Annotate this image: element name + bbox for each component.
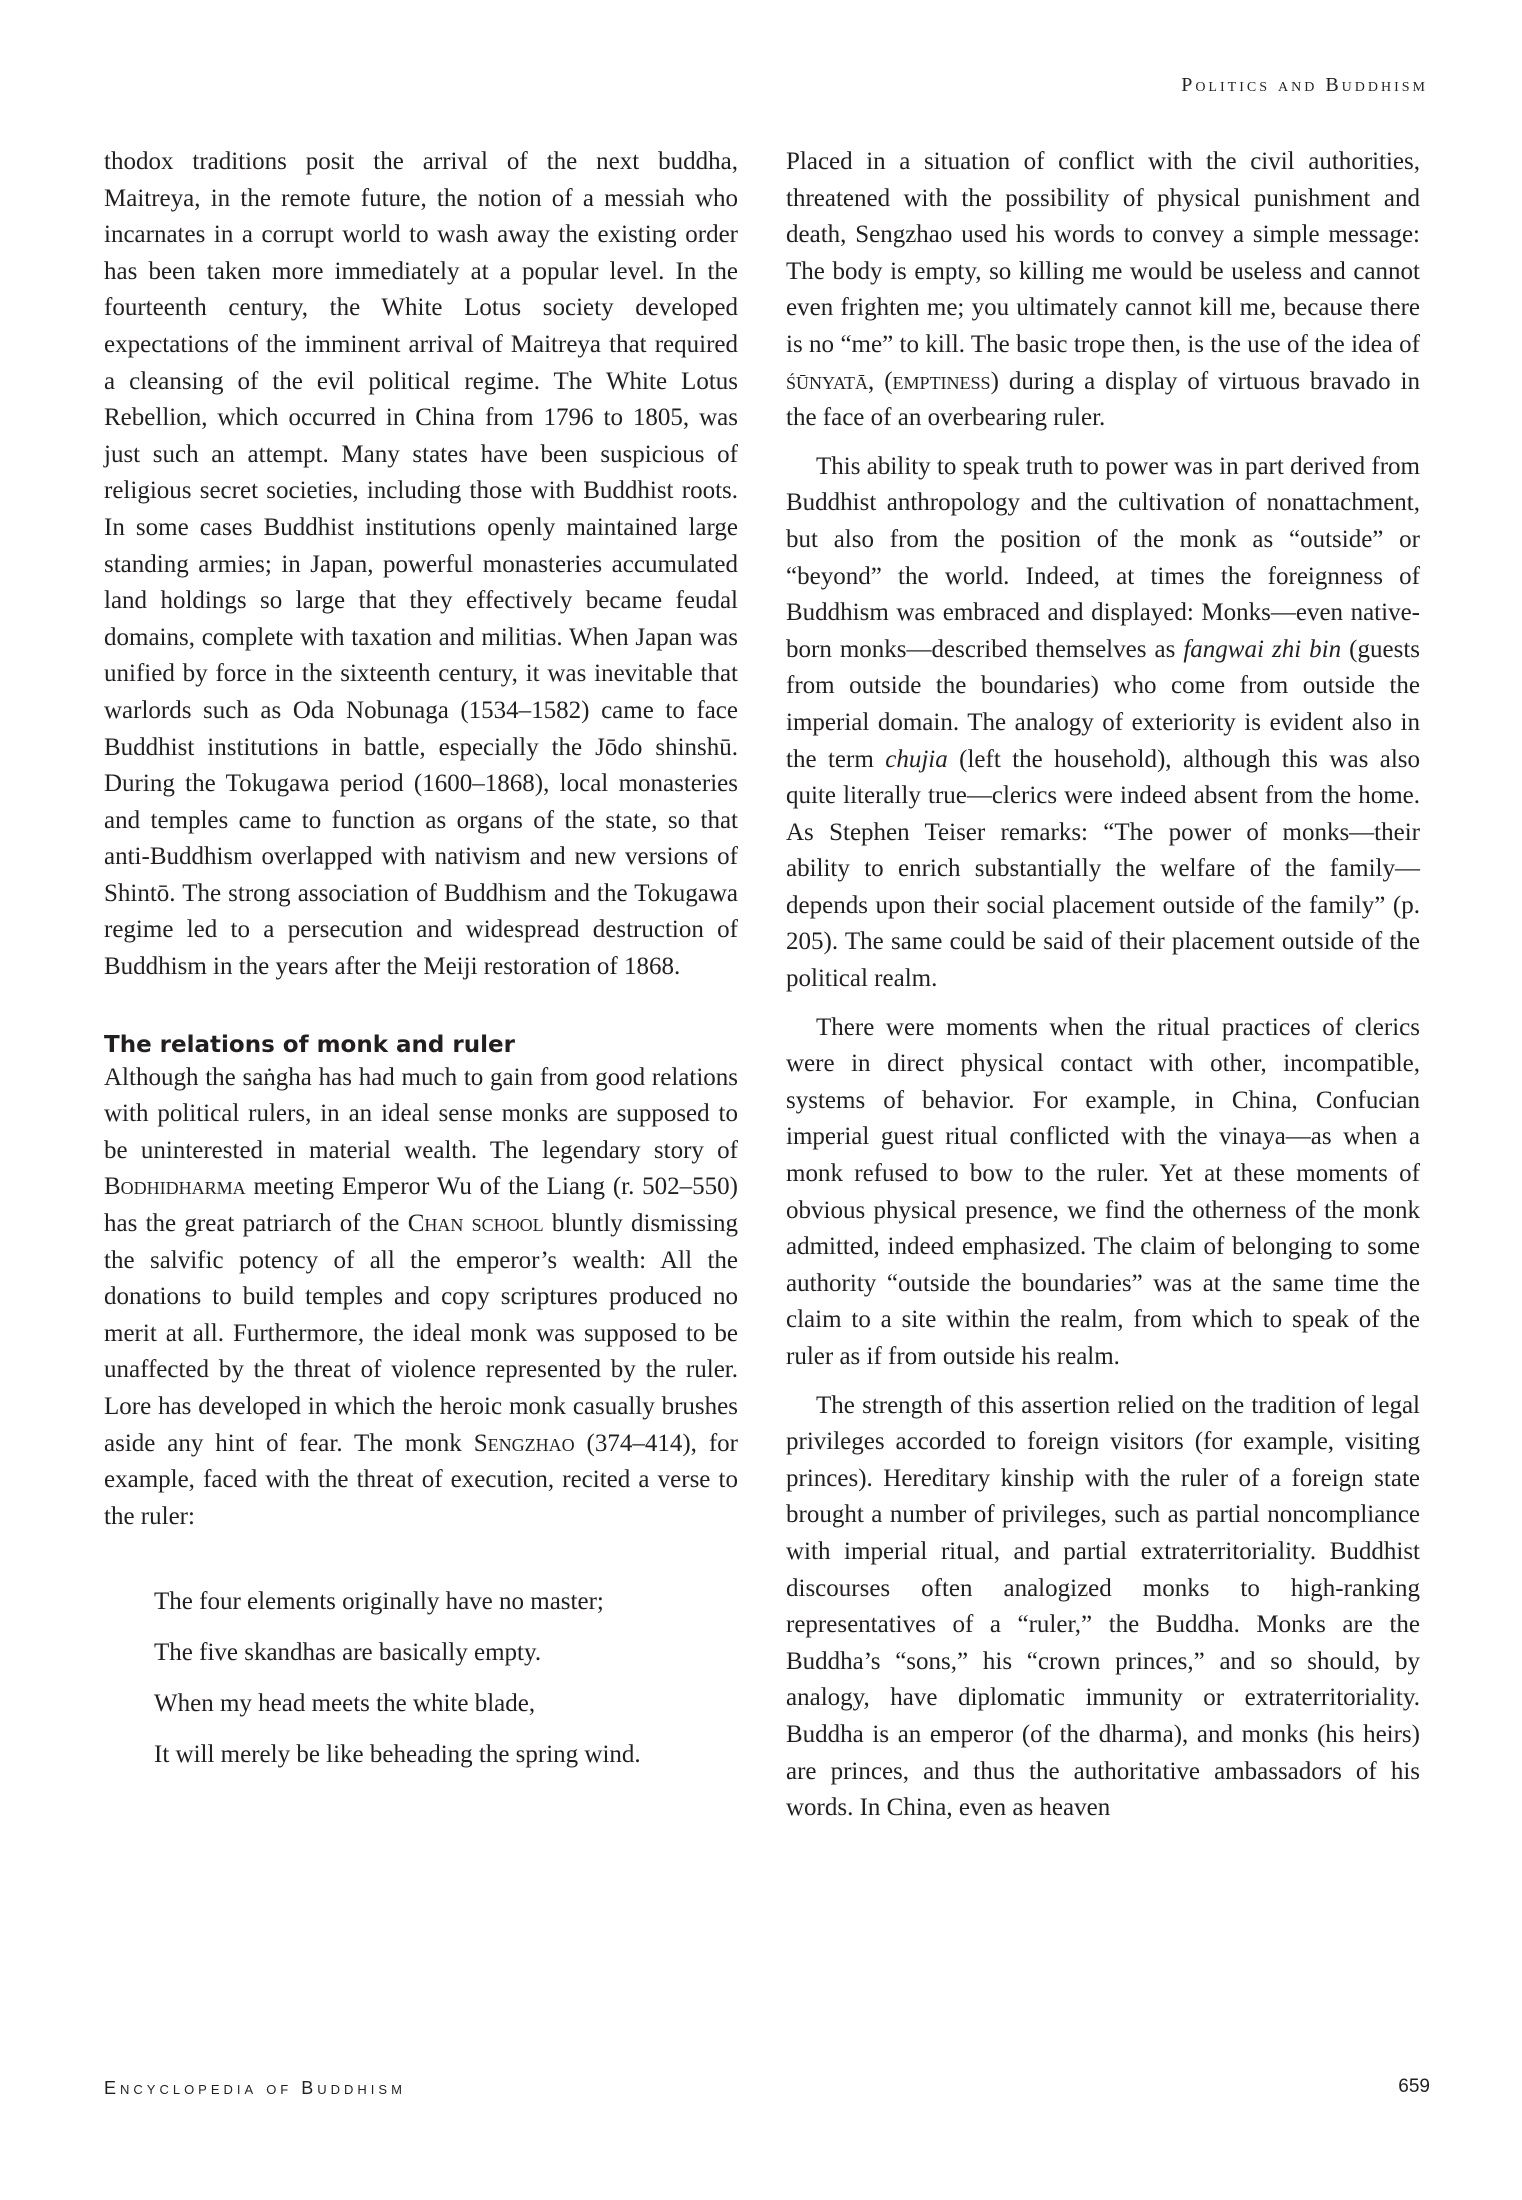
cross-reference-bodhidharma[interactable]: Bodhidharma bbox=[104, 1173, 246, 1201]
verse-block bbox=[104, 1585, 738, 1772]
footer-book-title: Encyclopedia of Buddhism bbox=[104, 2078, 406, 2098]
paragraph-truth-to-power: This ability to speak truth to power was in part derived from Buddhist anthropology and the cultivation of nonattachment, but also from the position of the monk as “outside” or “beyond” the world. Indeed, at times the foreignness of Buddhism was embraced and displayed: Monks—even native-born monks—described themselves as fangwai zhi bin (guests from outside the boundaries) who come from outside the imperial domain. The analogy of exteriority is evident also in the term chujia (left the household), although this was also quite literally true—clerics were indeed absent from the home. As Stephen Teiser remarks: “The power of monks—their ability to enrich substantially the welfare of the family—depends upon their social placement outside of the family” (p. 205). The same could be said of their placement outside of the political realm. bbox=[786, 452, 1421, 993]
right-column bbox=[786, 144, 1420, 1827]
verse-line: When my head meets the white blade, bbox=[154, 1690, 536, 1718]
paragraph-monk-ruler: Although the saṅgha has had much to gain from good relations with political rulers, in an ideal sense monks are supposed to be uninterested in material wealth. The legendary story of Bodhidharma meeting Emperor Wu of the Liang (r. 502–550) has the great patriarch of the Chan school bluntly dismissing the salvific potency of all the emperor’s wealth: All the donations to build temples and copy scriptures produced no merit at all. Furthermore, the ideal monk was supposed to be unaffected by the threat of violence represented by the ruler. Lore has developed in which the heroic monk casually brushes aside any hint of fear. The monk Sengzhao (374–414), for example, faced with the threat of execution, recited a verse to the ruler: bbox=[104, 1063, 739, 1530]
paragraph-ritual-practices: There were moments when the ritual practices of clerics were in direct physical contact with other, incompatible, systems of behavior. For example, in China, Confucian imperial guest ritual conflicted with the vinaya—as when a monk refused to bow to the ruler. Yet at these moments of obvious physical presence, we find the otherness of the monk admitted, indeed emphasized. The claim of belonging to some authority “outside the boundaries” was at the same time the claim to a site within the realm, from which to speak of the ruler as if from outside his realm. bbox=[786, 1013, 1420, 1370]
verse-line: The five skandhas are basically empty. bbox=[154, 1639, 542, 1667]
italic-term-chujia: chujia bbox=[885, 745, 948, 773]
section-heading: The relations of monk and ruler bbox=[104, 1031, 515, 1058]
paragraph-white-lotus: thodox traditions posit the arrival of the next buddha, Maitreya, in the remote future, the notion of a messiah who incarnates in a corrupt world to wash away the existing order has been taken more immediately at a popular level. In the fourteenth century, the White Lotus society developed expectations of the imminent arrival of Maitreya that required a cleansing of the evil political regime. The White Lotus Rebellion, which occurred in China from 1796 to 1805, was just such an attempt. Many states have been suspicious of religious secret societies, including those with Buddhist roots. In some cases Buddhist institutions openly maintained large standing armies; in Japan, powerful monasteries accumulated land holdings so large that they effectively became feudal domains, complete with taxation and militias. When Japan was unified by force in the sixteenth century, it was inevitable that warlords such as Oda Nobunaga (1534–1582) came to face Buddhist institutions in battle, especially the Jōdo shinshū. During the Tokugawa period (1600–1868), local monasteries and temples came to function as organs of the state, so that anti-Buddhism overlapped with nativism and new versions of Shintō. The strong association of Buddhism and the Tokugawa regime led to a persecution and widespread destruction of Buddhism in the years after the Meiji restoration of 1868. bbox=[104, 148, 738, 981]
page-number: 659 bbox=[1398, 2076, 1430, 2097]
cross-reference-sengzhao[interactable]: Sengzhao bbox=[473, 1429, 575, 1457]
cross-reference-chan-school[interactable]: Chan school bbox=[407, 1210, 544, 1238]
cross-reference-sunyata[interactable]: śūnyatā, (emptiness) bbox=[786, 367, 999, 395]
verse-line: It will merely be like beheading the spring wind. bbox=[154, 1741, 641, 1769]
paragraph-legal-privileges: The strength of this assertion relied on the tradition of legal privileges accorded to foreign visitors (for example, visiting princes). Hereditary kinship with the ruler of a foreign state brought a number of privileges, such as partial noncompliance with imperial ritual, and partial extraterritoriality. Buddhist discourses often analogized monks to high-ranking representatives of a “ruler,” the Buddha. Monks are the Buddha’s “sons,” his “crown princes,” and so should, by analogy, have diplomatic immunity or extraterritoriality. Buddha is an emperor (of the dharma), and monks (his heirs) are princes, and thus the authoritative ambassadors of his words. In China, even as heaven bbox=[786, 1391, 1420, 1822]
running-head: Politics and Buddhism bbox=[1181, 74, 1428, 96]
italic-term-fangwai: fangwai zhi bin bbox=[1183, 635, 1342, 663]
verse-line: The four elements originally have no master; bbox=[154, 1588, 604, 1616]
left-column bbox=[104, 144, 738, 1789]
paragraph-sengzhao-message: Placed in a situation of conflict with the civil authorities, threatened with the possibility of physical punishment and death, Sengzhao used his words to convey a simple message: The body is empty, so killing me would be useless and cannot even frighten me; you ultimately cannot kill me, because there is no “me” to kill. The basic trope then, is the use of the idea of śūnyatā, (emptiness) during a display of virtuous bravado in the face of an overbearing ruler. bbox=[786, 148, 1420, 432]
